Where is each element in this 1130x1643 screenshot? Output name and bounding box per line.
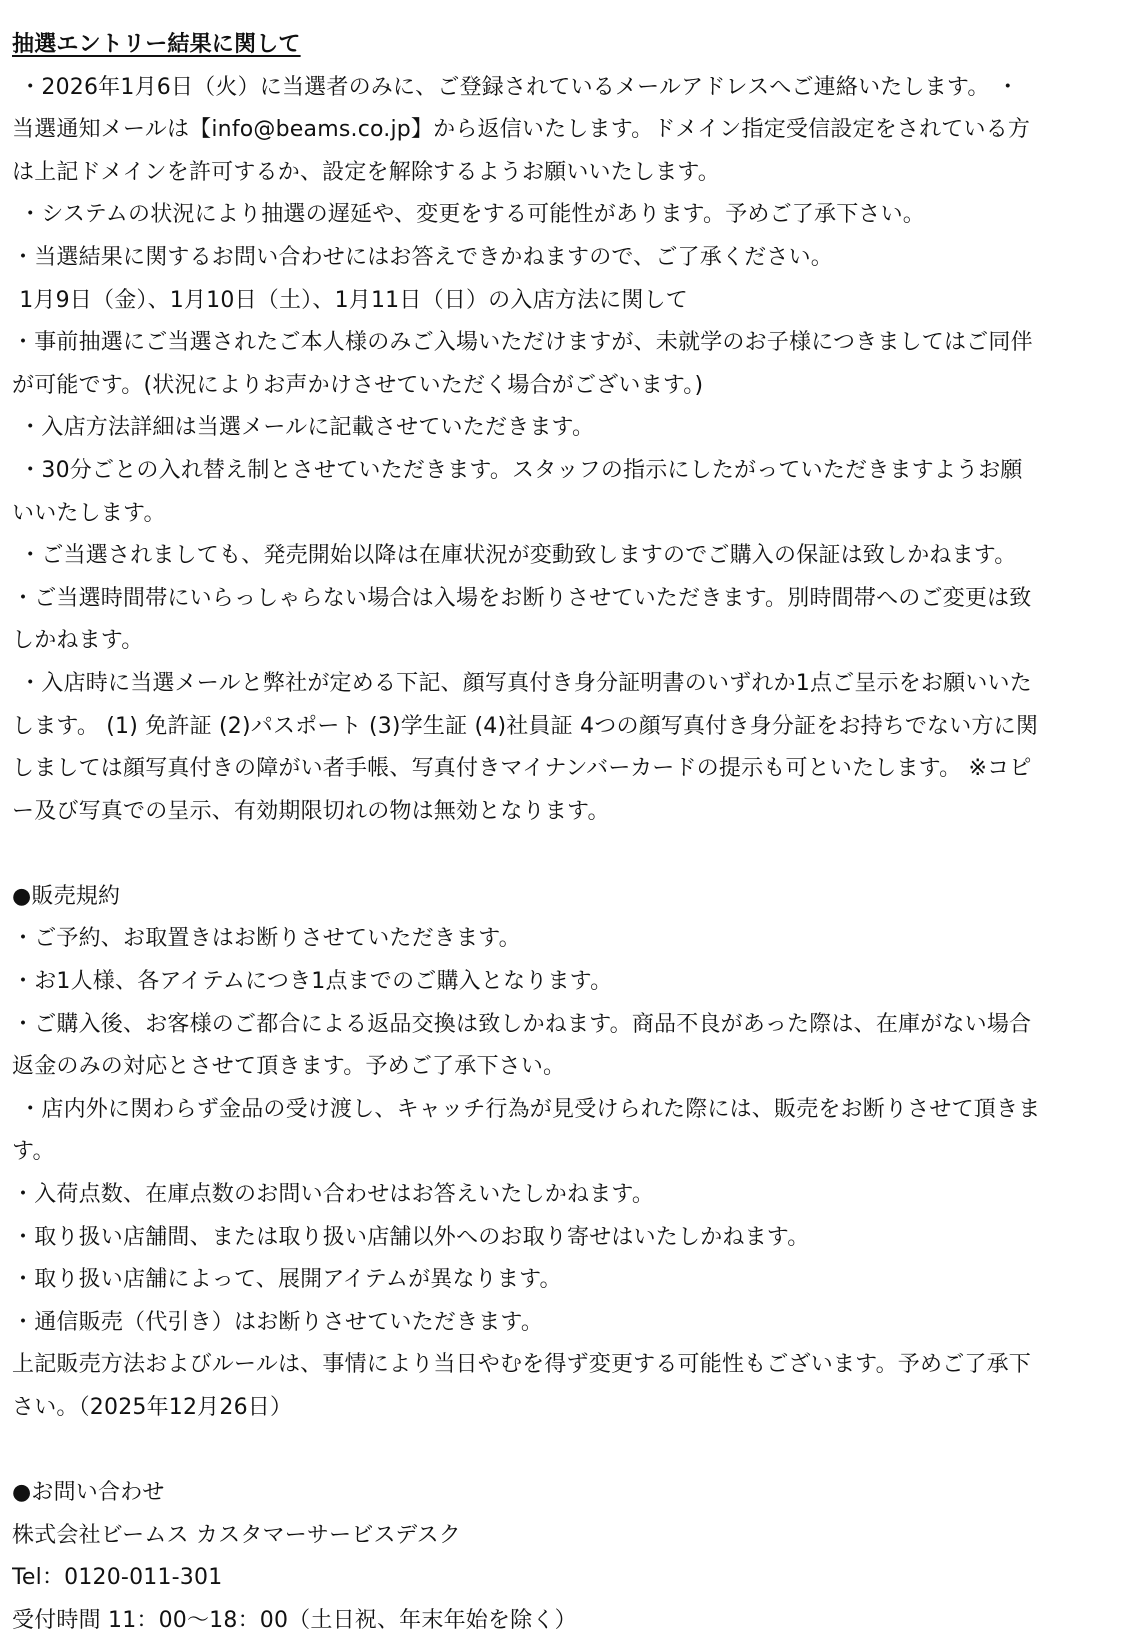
text-line: ・お1人様、各アイテムにつき1点までのご購入となります。 — [12, 969, 613, 995]
text-line: は上記ドメインを許可するか、設定を解除するようお願いいたします。 — [12, 159, 720, 185]
text-line: 返金のみの対応とさせて頂きます。予めご了承下さい。 — [12, 1054, 566, 1080]
sales-terms-section — [12, 876, 1122, 1430]
text-line: ・当選結果に関するお問い合わせにはお答えできかねますので、ご了承ください。 — [12, 244, 833, 270]
phone-number: Tel：0120-011-301 — [12, 1565, 223, 1591]
text-line: ・事前抽選にご当選されたご本人様のみご入場いただけますが、未就学のお子様につきましてはご同伴 — [12, 330, 1033, 356]
text-line: ・店内外に関わらず金品の受け渡し、キャッチ行為が見受けられた際には、販売をお断りさせて頂きま — [12, 1096, 1041, 1122]
contact-heading: ●お問い合わせ — [12, 1480, 165, 1506]
text-line: ー及び写真での呈示、有効期限切れの物は無効となります。 — [12, 798, 610, 824]
text-line: ・通信販売（代引き）はお断りさせていただきます。 — [12, 1309, 544, 1335]
text-line: ・ご当選時間帯にいらっしゃらない場合は入場をお断りさせていただきます。別時間帯へのご変更は致 — [12, 585, 1032, 611]
text-line: いいたします。 — [12, 500, 166, 526]
spacer — [12, 833, 1122, 876]
business-hours: 受付時間 11：00〜18：00（土日祝、年末年始を除く） — [12, 1607, 577, 1633]
spacer — [12, 1430, 1122, 1473]
sales-terms-heading: ●販売規約 — [12, 883, 121, 909]
text-line: ・入荷点数、在庫点数のお問い合わせはお答えいたしかねます。 — [12, 1182, 655, 1208]
text-line: ・取り扱い店舗によって、展開アイテムが異なります。 — [12, 1267, 562, 1293]
text-line: さい。（2025年12月26日） — [12, 1395, 293, 1420]
text-line: ・ご予約、お取置きはお断りさせていただきます。 — [12, 926, 521, 952]
contact-section — [12, 1472, 1122, 1642]
text-line: 当選通知メールは【info@beams.co.jp】から返信いたします。ドメイン指定受信設定をされている方 — [12, 117, 1031, 143]
text-line: ・30分ごとの入れ替え制とさせていただきます。スタッフの指示にしたがっていただきますようお願 — [12, 457, 1023, 483]
text-line: ・2026年1月6日（火）に当選者のみに、ご登録されているメールアドレスへご連絡いたします。 ・ — [12, 74, 1019, 100]
text-line: が可能です。(状況によりお声かけさせていただく場合がございます。) — [12, 372, 704, 398]
text-line: ・入店方法詳細は当選メールに記載させていただきます。 — [12, 415, 595, 441]
text-line: 上記販売方法およびルールは、事情により当日やむを得ず変更する可能性もございます。予めご了承下 — [12, 1352, 1032, 1378]
text-line: ・取り扱い店舗間、または取り扱い店舗以外へのお取り寄せはいたしかねます。 — [12, 1224, 810, 1250]
text-line: しましては顔写真付きの障がい者手帳、写真付きマイナンバーカードの提示も可といたします。 ※コピ — [12, 756, 1032, 782]
text-line: しかねます。 — [12, 628, 144, 654]
text-line: ・ご当選されましても、発売開始以降は在庫状況が変動致しますのでご購入の保証は致しかねます。 — [12, 543, 1017, 569]
lottery-section — [12, 67, 1122, 834]
text-line: します。 (1) 免許証 (2)パスポート (3)学生証 (4)社員証 4つの顔写真付き身分証をお持ちでない方に関 — [12, 713, 1039, 739]
text-line: ・システムの状況により抽選の遅延や、変更をする可能性があります。予めご了承下さい。 — [12, 202, 925, 228]
entry-method-heading: 1月9日（金）、1月10日（土）、1月11日（日）の入店方法に関して — [12, 287, 688, 313]
text-line: す。 — [12, 1139, 55, 1165]
text-line: ・入店時に当選メールと弊社が定める下記、顔写真付き身分証明書のいずれか1点ご呈示をお願いいた — [12, 670, 1032, 696]
company-name: 株式会社ビームス カスタマーサービスデスク — [12, 1522, 461, 1548]
page-title: 抽選エントリー結果に関して — [12, 32, 301, 57]
text-line: ・ご購入後、お客様のご都合による返品交換は致しかねます。商品不良があった際は、在庫がない場合 — [12, 1011, 1032, 1037]
